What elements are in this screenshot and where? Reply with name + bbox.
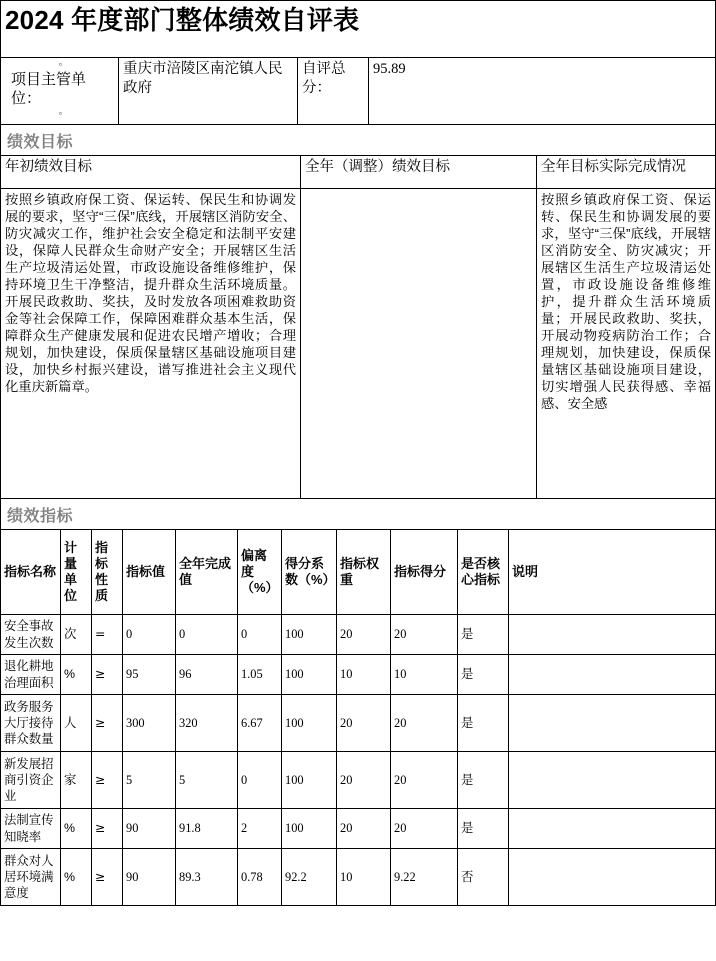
performance-goals-banner	[0, 125, 716, 155]
cell-weight: 20	[337, 695, 391, 752]
performance-goals-banner-label: 绩效目标	[7, 133, 74, 151]
cell-score: 9.22	[391, 849, 458, 906]
cell-score: 20	[391, 752, 458, 809]
cell-score: 20	[391, 695, 458, 752]
page-title: 2024 年度部门整体绩效自评表	[5, 5, 360, 35]
total-score-label: 自评总分：	[298, 58, 369, 125]
cell-unit: 人	[61, 695, 92, 752]
cell-nature: ≥	[92, 695, 123, 752]
cell-year-value: 5	[176, 752, 238, 809]
indicators-header-row	[1, 530, 716, 615]
cell-nature: ≥	[92, 752, 123, 809]
cell-indicator-value: 95	[123, 655, 176, 695]
box-glyph-bottom-icon: ▫	[59, 109, 62, 119]
col-header-note: 说明	[509, 530, 716, 615]
cell-nature: =	[92, 615, 123, 655]
goals-header-actual: 全年目标实际完成情况	[537, 156, 716, 189]
unit-label-cell	[1, 58, 119, 125]
cell-deviation: 0	[238, 615, 282, 655]
cell-coefficient: 100	[282, 809, 337, 849]
goals-header-adjusted: 全年（调整）绩效目标	[301, 156, 537, 189]
cell-weight: 20	[337, 615, 391, 655]
cell-year-value: 96	[176, 655, 238, 695]
info-row	[1, 58, 716, 125]
unit-value: 重庆市涪陵区南沱镇人民政府	[119, 58, 298, 125]
info-table	[0, 57, 716, 125]
cell-year-value: 91.8	[176, 809, 238, 849]
box-glyph-top-icon: ▫	[59, 60, 62, 69]
title-row	[1, 1, 716, 58]
col-header-score: 指标得分	[391, 530, 458, 615]
goals-initial-text: 按照乡镇政府保工资、保运转、保民生和协调发展的要求，坚守“三保”底线，开展辖区消防安全、防灾减灾工作，维护社会安全稳定和法制平安建设，保障人民群众生命财产安全；开展辖区生活生产垃圾清运处置，市政设施设备维修维护，保持环境卫生干净整洁，提升群众生活环境质量。开展民政救助、奖扶，及时发放各项困难救助资金等社会保障工作，保障困难群众基本生活，保障群众生产健康发展和促进农民增产增收；合理规划，加快建设，保质保量辖区基础设施项目建设，加快乡村振兴建设，谱写推进社会主义现代化重庆新篇章。	[5, 192, 296, 395]
table-row	[1, 615, 716, 655]
cell-indicator-value: 0	[123, 615, 176, 655]
cell-note	[509, 752, 716, 809]
goals-initial-cell	[1, 189, 301, 499]
col-header-deviation: 偏离度（%）	[238, 530, 282, 615]
cell-year-value: 320	[176, 695, 238, 752]
col-header-coefficient: 得分系数（%）	[282, 530, 337, 615]
cell-weight: 20	[337, 809, 391, 849]
cell-indicator-value: 300	[123, 695, 176, 752]
goals-header-row	[1, 156, 716, 189]
cell-deviation: 1.05	[238, 655, 282, 695]
cell-coefficient: 92.2	[282, 849, 337, 906]
cell-unit: %	[61, 809, 92, 849]
table-row	[1, 809, 716, 849]
goals-adjusted-cell	[301, 189, 537, 499]
cell-nature: ≥	[92, 655, 123, 695]
cell-weight: 10	[337, 655, 391, 695]
cell-unit: %	[61, 849, 92, 906]
cell-indicator-name: 新发展招商引资企业	[1, 752, 61, 809]
goals-actual-text: 按照乡镇政府保工资、保运转、保民生和协调发展的要求，坚守“三保”底线，开展辖区消防安全、防灾减灾；开展辖区生活生产垃圾清运处置，市政设施设备维修维护，提升群众生活环境质量；开展民政救助、奖扶，开展动物疫病防治工作；合理规划，加快建设，保质保量辖区基础设施项目建设，切实增强人民获得感、幸福感、安全感	[541, 192, 711, 412]
col-header-indicator-value: 指标值	[123, 530, 176, 615]
col-header-indicator-name: 指标名称	[1, 530, 61, 615]
table-row	[1, 695, 716, 752]
cell-deviation: 2	[238, 809, 282, 849]
cell-note	[509, 695, 716, 752]
goals-header-initial: 年初绩效目标	[1, 156, 301, 189]
indicators-table	[0, 529, 716, 906]
cell-core: 是	[458, 752, 509, 809]
cell-score: 20	[391, 615, 458, 655]
goals-body-row	[1, 189, 716, 499]
table-row	[1, 752, 716, 809]
table-row	[1, 849, 716, 906]
cell-coefficient: 100	[282, 655, 337, 695]
cell-indicator-name: 政务服务大厅接待群众数量	[1, 695, 61, 752]
cell-note	[509, 849, 716, 906]
col-header-core: 是否核心指标	[458, 530, 509, 615]
cell-weight: 20	[337, 752, 391, 809]
cell-nature: ≥	[92, 849, 123, 906]
cell-core: 是	[458, 615, 509, 655]
cell-deviation: 0.78	[238, 849, 282, 906]
cell-coefficient: 100	[282, 752, 337, 809]
unit-label: 项目主管单位：	[11, 71, 87, 108]
performance-indicators-banner	[0, 499, 716, 529]
col-header-nature: 指标性质	[92, 530, 123, 615]
col-header-weight: 指标权重	[337, 530, 391, 615]
goals-table	[0, 155, 716, 499]
cell-note	[509, 655, 716, 695]
goals-actual-cell	[537, 189, 716, 499]
cell-unit: 次	[61, 615, 92, 655]
indicators-table-body	[1, 530, 716, 906]
cell-year-value: 0	[176, 615, 238, 655]
cell-score: 20	[391, 809, 458, 849]
cell-indicator-name: 退化耕地治理面积	[1, 655, 61, 695]
cell-nature: ≥	[92, 809, 123, 849]
cell-coefficient: 100	[282, 695, 337, 752]
cell-unit: %	[61, 655, 92, 695]
cell-indicator-name: 法制宣传知晓率	[1, 809, 61, 849]
cell-core: 是	[458, 809, 509, 849]
cell-score: 10	[391, 655, 458, 695]
cell-indicator-name: 安全事故发生次数	[1, 615, 61, 655]
cell-deviation: 0	[238, 752, 282, 809]
total-score-value: 95.89	[369, 58, 716, 125]
title-table	[0, 0, 716, 58]
col-header-year-value: 全年完成值	[176, 530, 238, 615]
col-header-unit: 计量单位	[61, 530, 92, 615]
cell-indicator-name: 群众对人居环境满意度	[1, 849, 61, 906]
cell-core: 是	[458, 655, 509, 695]
cell-unit: 家	[61, 752, 92, 809]
cell-indicator-value: 90	[123, 809, 176, 849]
cell-note	[509, 615, 716, 655]
title-cell	[1, 1, 716, 58]
table-row	[1, 655, 716, 695]
cell-deviation: 6.67	[238, 695, 282, 752]
cell-weight: 10	[337, 849, 391, 906]
cell-indicator-value: 90	[123, 849, 176, 906]
cell-note	[509, 809, 716, 849]
cell-indicator-value: 5	[123, 752, 176, 809]
cell-year-value: 89.3	[176, 849, 238, 906]
cell-coefficient: 100	[282, 615, 337, 655]
cell-core: 否	[458, 849, 509, 906]
performance-indicators-banner-label: 绩效指标	[7, 507, 74, 525]
cell-core: 是	[458, 695, 509, 752]
